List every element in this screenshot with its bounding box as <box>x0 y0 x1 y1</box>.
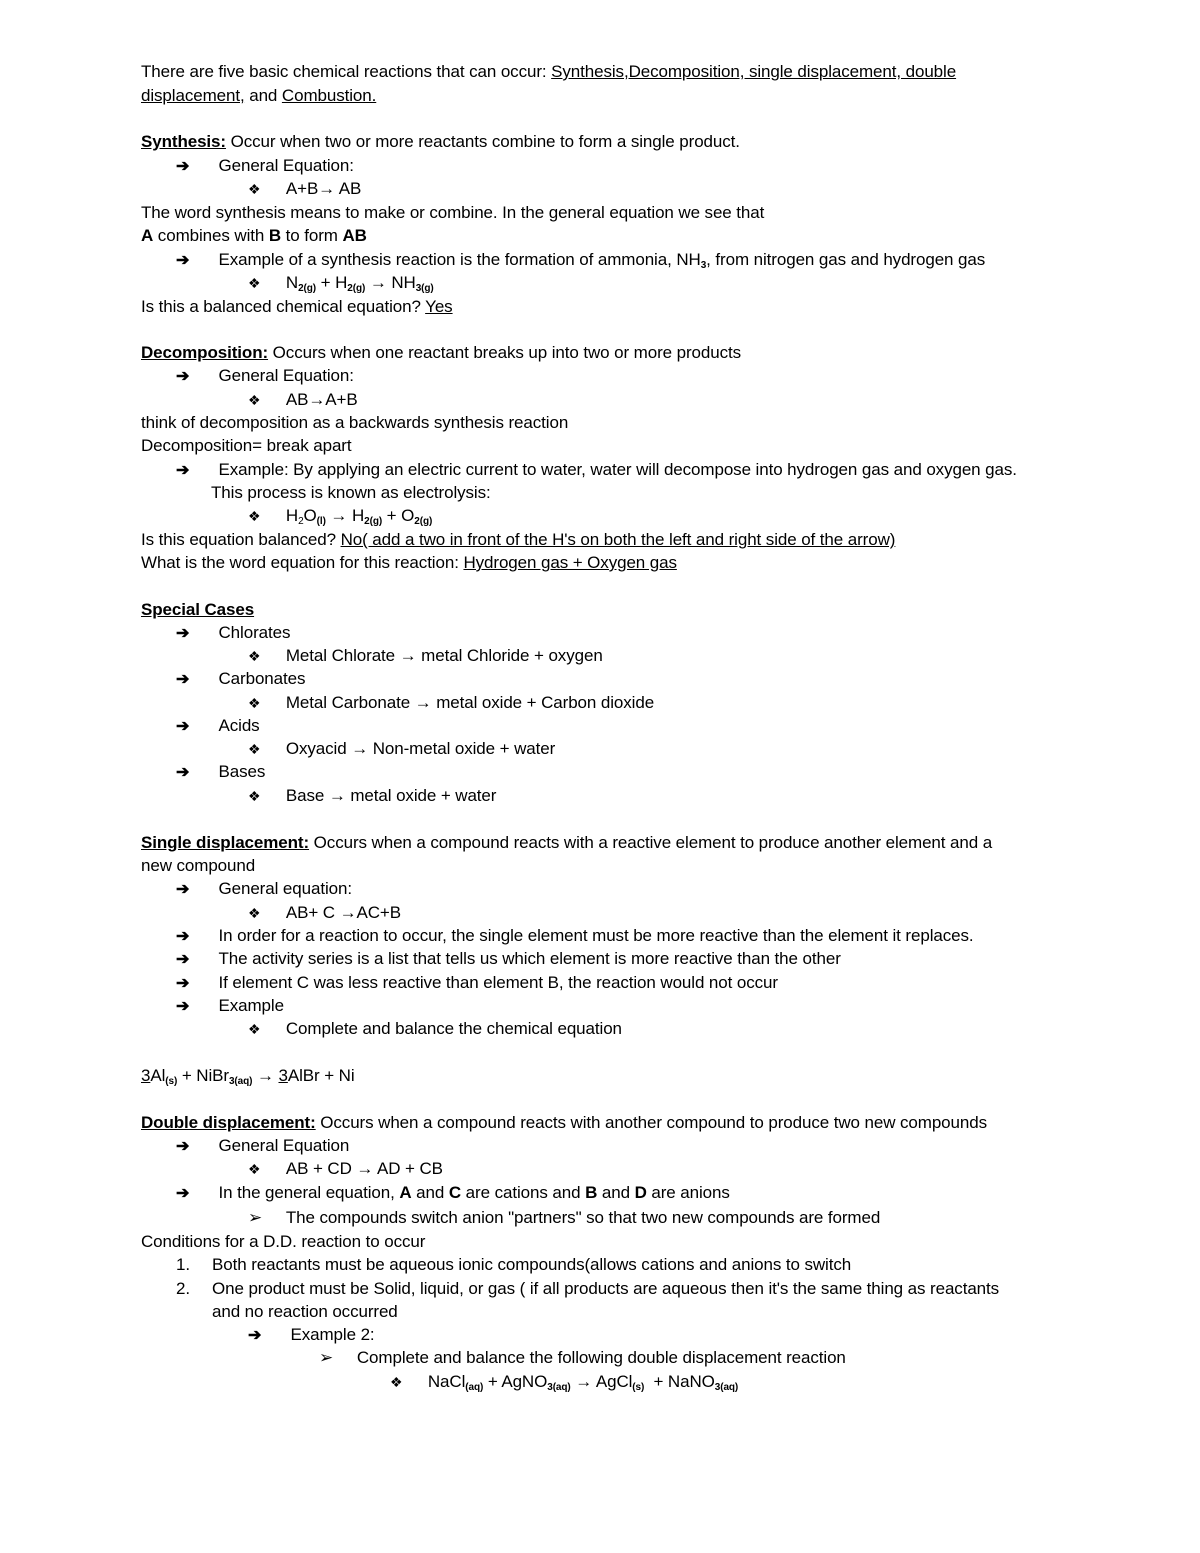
special-item-label <box>176 621 290 645</box>
single-heading: Single displacement: <box>141 833 310 852</box>
subscript: 2(g) <box>298 283 316 294</box>
double-definition: Occurs when a compound reacts with another compound to produce two new compounds <box>315 1113 987 1132</box>
arrow-bullet-icon: ➔ <box>176 998 190 1015</box>
arrow-bullet-icon: ➔ <box>176 462 190 479</box>
eq-part: → NH <box>365 273 416 292</box>
text-part: and <box>597 1183 635 1202</box>
synthesis-combine-line <box>141 224 367 247</box>
single-point <box>176 971 778 995</box>
decomposition-heading-line <box>141 341 741 364</box>
answer-text: No( add a two in front of the H's on both the left and right side of the arrow) <box>340 530 896 549</box>
special-item-label <box>176 760 265 784</box>
letter-c: C <box>448 1183 462 1202</box>
point-text: The activity series is a list that tells us which element is more reactive than the other <box>218 949 841 968</box>
example-text: This process is known as electrolysis: <box>211 483 491 502</box>
synthesis-ammonia-eq <box>248 271 434 295</box>
diamond-bullet-icon: ❖ <box>248 905 261 921</box>
double-condition-1 <box>176 1253 851 1276</box>
special-item-label <box>176 714 260 738</box>
eq-part: H <box>285 506 299 525</box>
subscript: 3(aq) <box>547 1382 571 1393</box>
letter-ab: AB <box>342 226 367 245</box>
reaction-types-cont: displacement, <box>141 86 245 105</box>
diamond-bullet-icon: ❖ <box>248 741 261 757</box>
letter-b: B <box>268 226 282 245</box>
synthesis-definition: Occur when two or more reactants combine to form a single product. <box>225 132 740 151</box>
synthesis-heading-line <box>141 130 740 153</box>
diamond-bullet-icon: ❖ <box>248 648 261 664</box>
intro-line-1 <box>141 60 956 83</box>
chevron-bullet-icon: ➢ <box>248 1208 263 1227</box>
subscript: 3(g) <box>415 283 434 294</box>
question-text: Is this a balanced chemical equation? <box>141 297 426 316</box>
synthesis-question <box>141 295 453 318</box>
double-condition-2 <box>176 1277 999 1300</box>
text-part: and <box>411 1183 449 1202</box>
example-label: Example <box>218 996 284 1015</box>
subscript: 2 <box>298 516 304 527</box>
switch-text: The compounds switch anion "partners" so that two new compounds are formed <box>285 1208 881 1227</box>
list-number: 1. <box>176 1255 190 1274</box>
single-example-task <box>248 1017 622 1041</box>
arrow-bullet-icon: ➔ <box>176 671 190 688</box>
letter-a: A <box>399 1183 412 1202</box>
decomposition-question <box>141 528 895 551</box>
eq-part: NaCl <box>427 1372 466 1391</box>
item-eq: Metal Chlorate → metal Chloride + oxygen <box>285 646 603 665</box>
equation-text: AB→A+B <box>285 390 358 409</box>
double-heading-line <box>141 1111 987 1134</box>
general-label: General Equation: <box>218 156 354 175</box>
arrow-bullet-icon: ➔ <box>176 368 190 385</box>
item-label: Carbonates <box>218 669 306 688</box>
item-label: Chlorates <box>218 623 291 642</box>
item-eq: Base → metal oxide + water <box>285 786 497 805</box>
decomposition-general-label <box>176 364 354 388</box>
arrow-bullet-icon: ➔ <box>176 881 190 898</box>
subscript: 3(aq) <box>714 1382 739 1393</box>
decomposition-definition: Occurs when one reactant breaks up into two or more products <box>268 343 742 362</box>
text-part: are cations and <box>461 1183 586 1202</box>
answer-text: Hydrogen gas + Oxygen gas <box>463 553 677 572</box>
decomposition-heading: Decomposition: <box>141 343 269 362</box>
intro-and: and <box>244 86 282 105</box>
subscript: (s) <box>165 1076 178 1087</box>
double-example-task <box>319 1346 846 1369</box>
coefficient: 3 <box>141 1066 151 1085</box>
intro-prefix: There are five basic chemical reactions that can occur: <box>141 62 552 81</box>
synthesis-example <box>176 248 985 272</box>
answer-text: Yes <box>425 297 453 316</box>
general-label: General equation: <box>218 879 352 898</box>
eq-part: + NaNO <box>644 1372 715 1391</box>
example-prefix: Example of a synthesis reaction is the formation of ammonia, NH <box>218 250 701 269</box>
subscript: 3(aq) <box>228 1076 253 1087</box>
double-condition-2-cont <box>212 1300 398 1323</box>
item-label: Bases <box>218 762 266 781</box>
equation-text: AB + CD → AD + CB <box>285 1159 443 1178</box>
synthesis-general-eq <box>248 177 361 201</box>
diamond-bullet-icon: ❖ <box>248 275 261 291</box>
special-cases-heading <box>141 598 254 621</box>
eq-part: AlBr + Ni <box>287 1066 355 1085</box>
decomposition-equals <box>141 434 352 457</box>
arrow-bullet-icon: ➔ <box>248 1327 262 1344</box>
decomposition-example-2 <box>211 481 491 504</box>
example-suffix: , from nitrogen gas and hydrogen gas <box>706 250 986 269</box>
item-eq: Metal Carbonate → metal oxide + Carbon dioxide <box>285 693 655 712</box>
double-general-eq <box>248 1157 443 1181</box>
subscript: 2(g) <box>414 516 433 527</box>
single-heading-line <box>141 831 992 854</box>
point-text: In order for a reaction to occur, the single element must be more reactive than the element it replaces. <box>218 926 974 945</box>
arrow-bullet-icon: ➔ <box>176 625 190 642</box>
condition-text: and no reaction occurred <box>212 1302 398 1321</box>
single-definition: Occurs when a compound reacts with a reactive element to produce another element and a <box>309 833 993 852</box>
text-part: are anions <box>646 1183 730 1202</box>
combine-to: to form <box>281 226 343 245</box>
arrow-bullet-icon: ➔ <box>176 975 190 992</box>
eq-part: N <box>285 273 299 292</box>
eq-part: O <box>303 506 317 525</box>
general-label: General Equation <box>218 1136 350 1155</box>
double-cations-line <box>176 1181 730 1205</box>
item-label: Acids <box>218 716 260 735</box>
equals-text: Decomposition= break apart <box>141 436 352 455</box>
subscript: 3 <box>700 260 707 271</box>
single-example-eq <box>141 1064 355 1087</box>
equation-text: AB+ C →AC+B <box>285 903 401 922</box>
meaning-text: The word synthesis means to make or combine. In the general equation we see that <box>141 203 765 222</box>
synthesis-meaning <box>141 201 764 224</box>
single-general-label <box>176 877 352 901</box>
arrow-bullet-icon: ➔ <box>176 252 190 269</box>
general-label: General Equation: <box>218 366 354 385</box>
diamond-bullet-icon: ❖ <box>248 508 261 524</box>
letter-a: A <box>141 226 154 245</box>
text-part: In the general equation, <box>218 1183 400 1202</box>
single-example-label <box>176 994 284 1018</box>
diamond-bullet-icon: ❖ <box>248 695 261 711</box>
question-text: What is the word equation for this reaction: <box>141 553 464 572</box>
question-text: Is this equation balanced? <box>141 530 341 549</box>
special-item-label <box>176 667 305 691</box>
subscript: 2(g) <box>347 283 366 294</box>
single-point <box>176 947 841 971</box>
subscript: (l) <box>316 516 326 527</box>
arrow-bullet-icon: ➔ <box>176 158 190 175</box>
decomposition-general-eq <box>248 388 358 412</box>
example-label: Example 2: <box>290 1325 375 1344</box>
diamond-bullet-icon: ❖ <box>248 392 261 408</box>
letter-d: D <box>634 1183 647 1202</box>
combustion-term: Combustion. <box>281 86 377 105</box>
special-item-eq <box>248 737 555 761</box>
diamond-bullet-icon: ❖ <box>248 1161 261 1177</box>
single-definition-cont <box>141 854 255 877</box>
combine-mid: combines with <box>153 226 269 245</box>
arrow-bullet-icon: ➔ <box>176 928 190 945</box>
arrow-bullet-icon: ➔ <box>176 1138 190 1155</box>
item-eq: Oxyacid → Non-metal oxide + water <box>285 739 556 758</box>
arrow-bullet-icon: ➔ <box>176 1185 190 1202</box>
intro-line-2 <box>141 84 376 107</box>
double-heading: Double displacement: <box>141 1113 316 1132</box>
condition-text: One product must be Solid, liquid, or gas ( if all products are aqueous then it's the same thing as reactants <box>212 1279 1000 1298</box>
list-number: 2. <box>176 1279 190 1298</box>
task-text: Complete and balance the chemical equation <box>285 1019 622 1038</box>
chevron-bullet-icon: ➢ <box>319 1348 334 1367</box>
single-general-eq <box>248 901 401 925</box>
double-example-eq <box>390 1370 738 1394</box>
eq-part: Al <box>150 1066 166 1085</box>
diamond-bullet-icon: ❖ <box>390 1374 403 1390</box>
point-text: If element C was less reactive than element B, the reaction would not occur <box>218 973 778 992</box>
decomposition-example-1 <box>176 458 1017 482</box>
eq-part: + O <box>382 506 415 525</box>
eq-part: + NiBr <box>177 1066 229 1085</box>
heading-text: Special Cases <box>141 600 255 619</box>
eq-part: + AgNO <box>483 1372 548 1391</box>
reaction-types: Synthesis,Decomposition, single displacement, double <box>551 62 957 81</box>
diamond-bullet-icon: ❖ <box>248 181 261 197</box>
eq-part: → AgCl <box>570 1372 633 1391</box>
diamond-bullet-icon: ❖ <box>248 1021 261 1037</box>
letter-b: B <box>585 1183 598 1202</box>
double-switch-line <box>248 1206 880 1229</box>
condition-text: Both reactants must be aqueous ionic compounds(allows cations and anions to switch <box>212 1255 852 1274</box>
arrow-bullet-icon: ➔ <box>176 951 190 968</box>
arrow-bullet-icon: ➔ <box>176 764 190 781</box>
eq-part: → H <box>325 506 365 525</box>
definition-cont: new compound <box>141 856 256 875</box>
decomposition-word-question <box>141 551 677 574</box>
subscript: (aq) <box>465 1382 484 1393</box>
task-text: Complete and balance the following double displacement reaction <box>356 1348 846 1367</box>
example-text: Example: By applying an electric current to water, water will decompose into hydrogen gas and oxygen gas. <box>218 460 1017 479</box>
diamond-bullet-icon: ❖ <box>248 788 261 804</box>
decomposition-think <box>141 411 568 434</box>
single-point <box>176 924 974 948</box>
decomposition-water-eq <box>248 504 432 528</box>
eq-part: → <box>252 1066 279 1085</box>
double-conditions <box>141 1230 425 1253</box>
conditions-text: Conditions for a D.D. reaction to occur <box>141 1232 426 1251</box>
think-text: think of decomposition as a backwards synthesis reaction <box>141 413 569 432</box>
special-item-eq <box>248 691 654 715</box>
special-item-eq <box>248 784 496 808</box>
subscript: 2(g) <box>364 516 383 527</box>
special-item-eq <box>248 644 603 668</box>
double-general-label <box>176 1134 349 1158</box>
synthesis-heading: Synthesis: <box>141 132 226 151</box>
arrow-bullet-icon: ➔ <box>176 718 190 735</box>
subscript: (s) <box>632 1382 645 1393</box>
equation-text: A+B→ AB <box>285 179 362 198</box>
double-example-label <box>248 1323 375 1347</box>
eq-part: + H <box>316 273 348 292</box>
synthesis-general-label <box>176 154 354 178</box>
coefficient: 3 <box>278 1066 288 1085</box>
